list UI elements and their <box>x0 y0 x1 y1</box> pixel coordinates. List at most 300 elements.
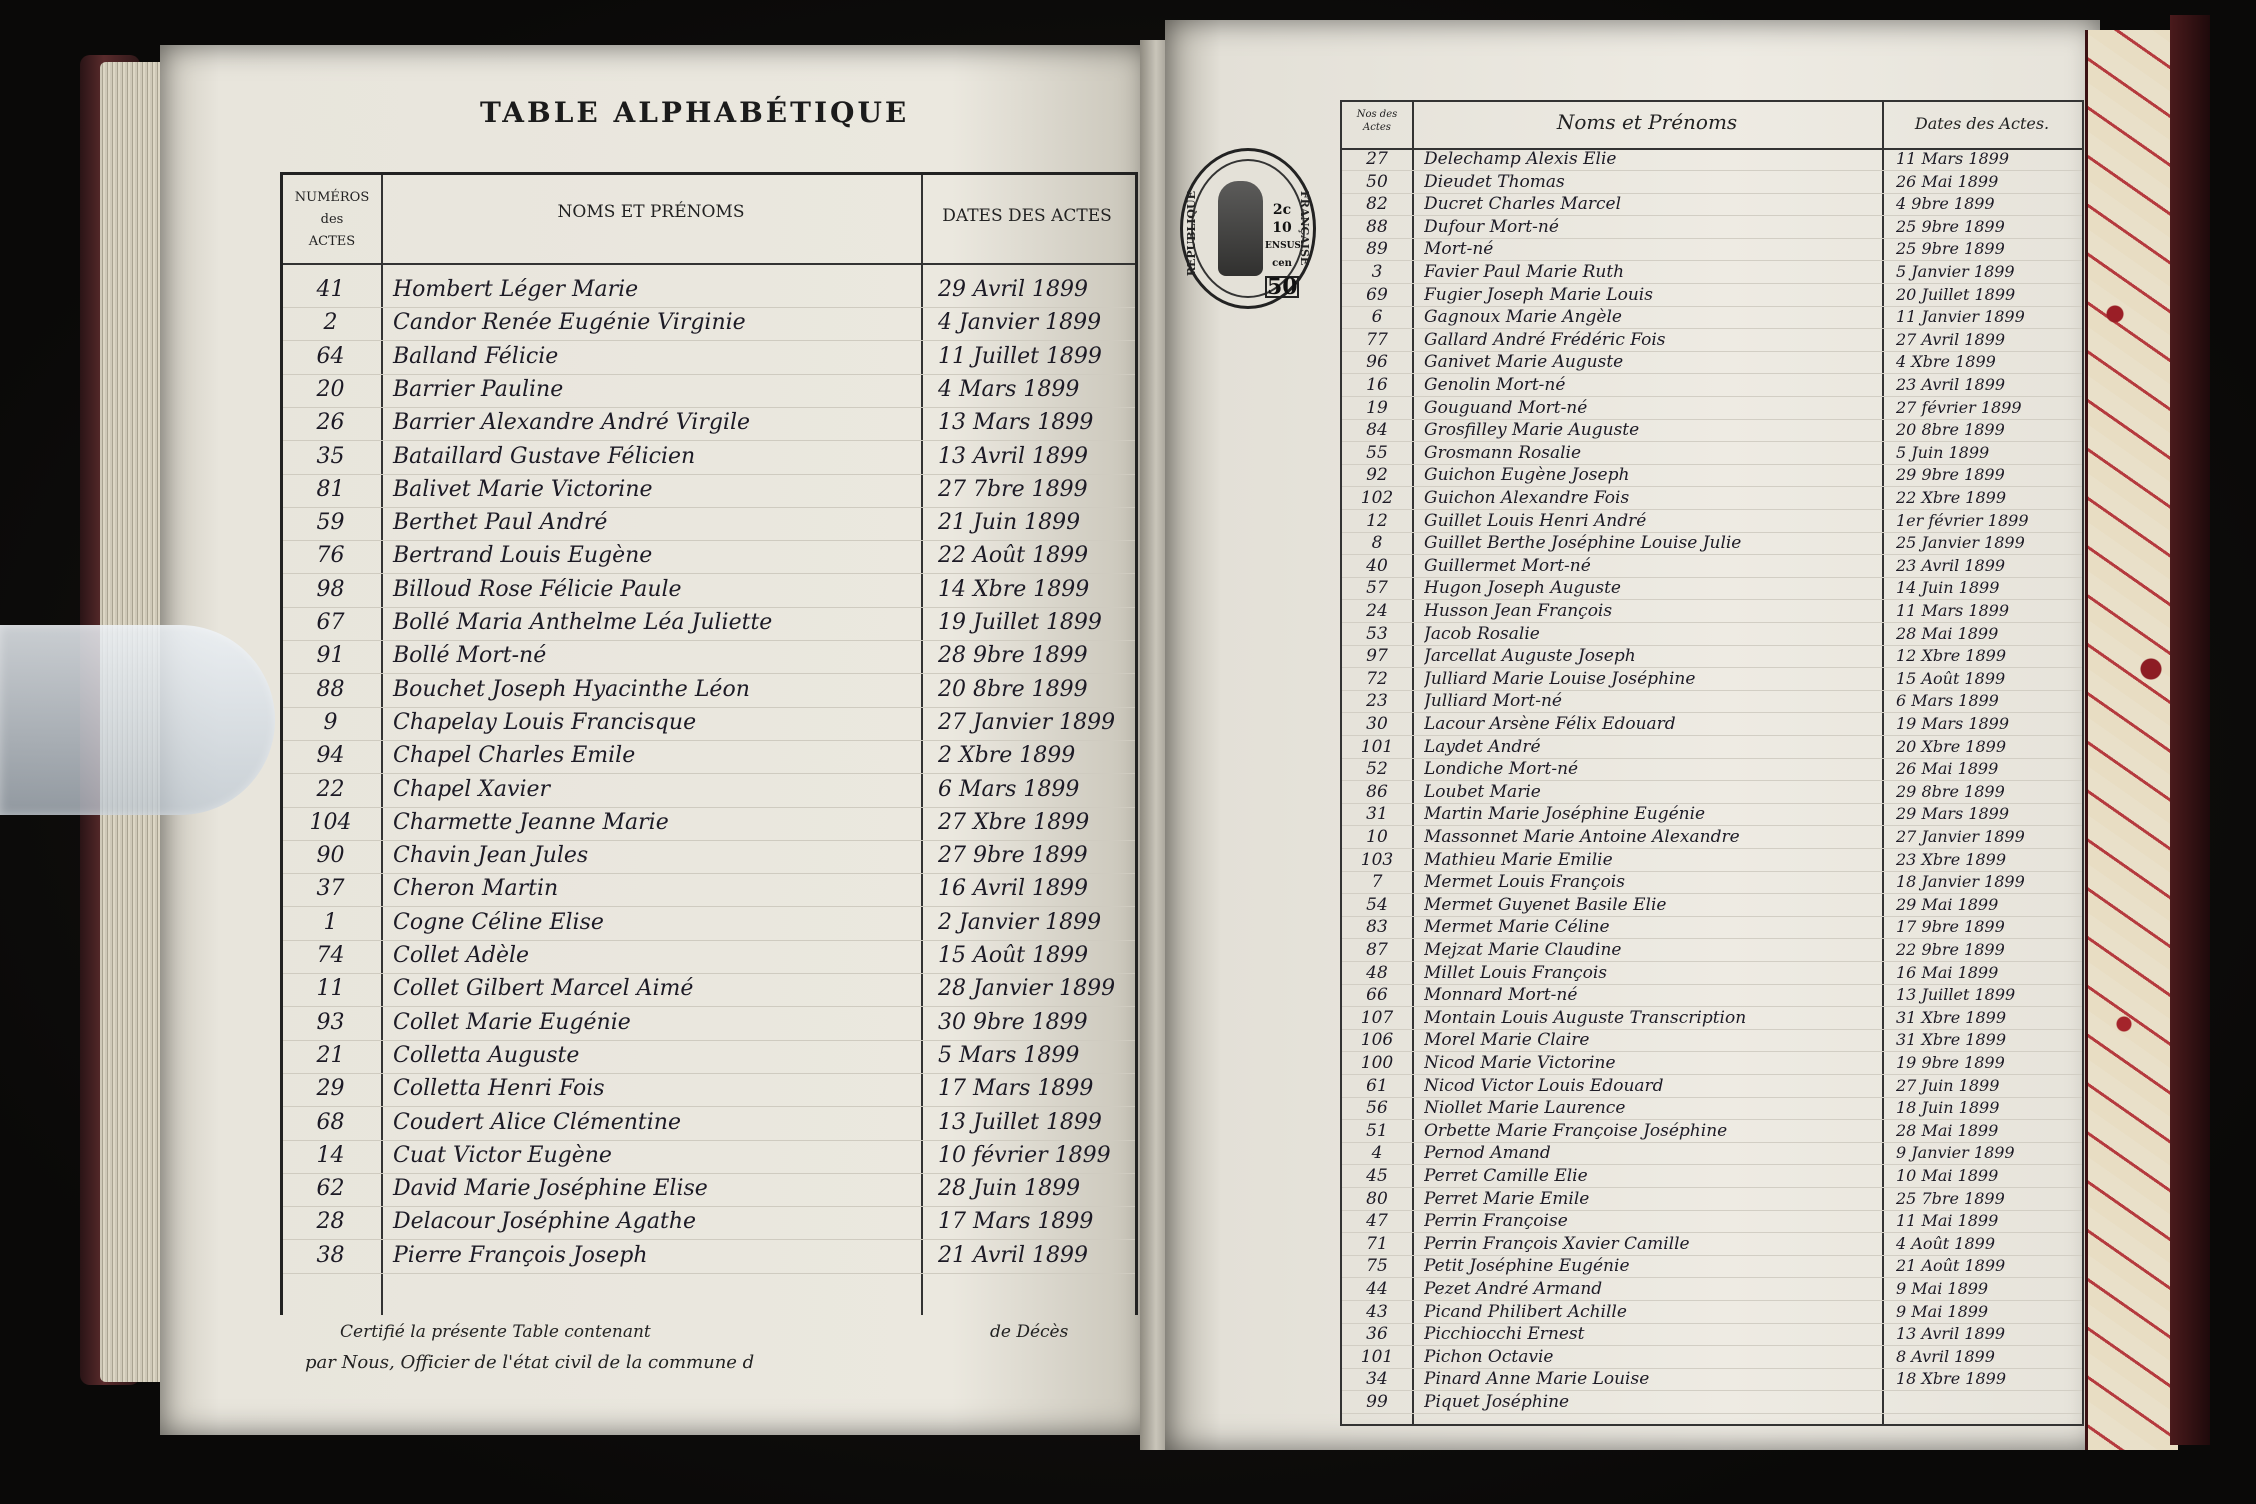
row-num: 83 <box>1366 917 1388 938</box>
row-num: 50 <box>1366 171 1388 192</box>
row-num: 43 <box>1366 1301 1388 1322</box>
row-name: Grosmann Rosalie <box>1424 442 1582 463</box>
row-name: Monnard Mort-né <box>1424 985 1578 1006</box>
row-name: Cheron Martin <box>393 876 559 902</box>
row-date: 29 8bre 1899 <box>1896 781 2005 801</box>
row-date: 4 Xbre 1899 <box>1896 352 1996 372</box>
tax-stamp <box>1180 148 1316 309</box>
row-date: 27 Juin 1899 <box>1896 1075 2000 1095</box>
row-num: 3 <box>1371 262 1383 282</box>
table-row <box>1342 1142 2082 1165</box>
table-row <box>1342 284 2082 307</box>
table-row <box>1342 171 2082 194</box>
row-name: Lacour Arsène Félix Edouard <box>1424 714 1676 734</box>
row-date: 31 Xbre 1899 <box>1896 1030 2006 1050</box>
row-name: Loubet Marie <box>1424 781 1541 802</box>
row-name: Grosfilley Marie Auguste <box>1424 420 1640 441</box>
row-date: 6 Mars 1899 <box>938 776 1080 802</box>
row-name: Balivet Marie Victorine <box>393 476 653 502</box>
table-row <box>283 575 1135 608</box>
table-row <box>1342 1188 2082 1211</box>
row-date: 5 Juin 1899 <box>1896 442 1990 462</box>
row-name: Candor Renée Eugénie Virginie <box>393 310 746 336</box>
row-name: Perret Camille Elie <box>1424 1166 1588 1186</box>
row-num: 103 <box>1360 849 1394 870</box>
table-row <box>1342 803 2082 826</box>
table-row <box>1342 577 2082 600</box>
row-num: 6 <box>1371 307 1383 328</box>
row-num: 101 <box>1360 1346 1394 1367</box>
row-name: Billoud Rose Félicie Paule <box>393 576 682 602</box>
row-num: 104 <box>309 809 352 835</box>
row-date: 11 Janvier 1899 <box>1896 307 2025 327</box>
row-num: 67 <box>316 610 345 635</box>
row-rule <box>283 1273 1135 1274</box>
table-row <box>1342 238 2082 261</box>
row-name: Pernod Amand <box>1424 1143 1551 1164</box>
table-row <box>1342 984 2082 1007</box>
row-date: 25 Janvier 1899 <box>1896 533 2025 553</box>
row-name: Balland Félicie <box>393 343 559 369</box>
right-table <box>1340 100 2084 1426</box>
row-name: Mort-né <box>1424 239 1494 260</box>
row-date: 26 Mai 1899 <box>1896 171 1999 191</box>
left-table <box>280 172 1138 1315</box>
header-dates: DATES DES ACTES <box>942 206 1112 226</box>
table-row <box>1342 781 2082 804</box>
table-row <box>283 941 1135 974</box>
row-name: Jarcellat Auguste Joseph <box>1424 646 1636 667</box>
row-date: 28 Mai 1899 <box>1896 623 1999 643</box>
row-date: 21 Août 1899 <box>1896 1256 2006 1276</box>
row-date: 27 9bre 1899 <box>938 843 1088 869</box>
table-row <box>1342 419 2082 442</box>
row-num: 2 <box>323 310 338 336</box>
row-date: 11 Mars 1899 <box>1896 601 2010 620</box>
row-num: 30 <box>1366 714 1388 734</box>
table-row <box>283 275 1135 308</box>
table-row <box>1342 1210 2082 1233</box>
row-num: 51 <box>1366 1120 1388 1141</box>
row-date: 10 Mai 1899 <box>1896 1166 1999 1185</box>
table-row <box>1342 532 2082 555</box>
row-name: Mathieu Marie Emilie <box>1424 849 1613 870</box>
row-num: 22 <box>316 776 345 802</box>
table-row <box>1342 148 2082 171</box>
table-row <box>283 1074 1135 1107</box>
table-row <box>283 1041 1135 1074</box>
row-name: Nicod Marie Victorine <box>1424 1053 1616 1073</box>
row-name: Montain Louis Auguste Transcription <box>1424 1007 1747 1028</box>
row-date: 27 Janvier 1899 <box>1896 827 2025 846</box>
row-num: 47 <box>1366 1211 1388 1232</box>
row-date: 15 Août 1899 <box>1896 668 2006 688</box>
row-name: Coudert Alice Clémentine <box>393 1109 681 1135</box>
row-date: 31 Xbre 1899 <box>1896 1007 2006 1027</box>
row-num: 14 <box>316 1142 345 1168</box>
table-row <box>1342 645 2082 668</box>
table-row <box>283 641 1135 674</box>
row-name: Colletta Henri Fois <box>393 1076 605 1102</box>
row-name: Ducret Charles Marcel <box>1424 194 1622 215</box>
table-row <box>283 908 1135 941</box>
row-date: 9 Mai 1899 <box>1896 1301 1989 1321</box>
row-date: 18 Xbre 1899 <box>1896 1369 2006 1389</box>
row-num: 74 <box>316 943 345 968</box>
table-row <box>283 541 1135 574</box>
row-num: 44 <box>1366 1279 1388 1299</box>
row-num: 106 <box>1360 1030 1394 1051</box>
table-row <box>283 442 1135 475</box>
row-rule <box>1342 1413 2082 1414</box>
row-date: 25 9bre 1899 <box>1896 216 2005 236</box>
plastic-clip <box>0 625 275 815</box>
row-date: 17 9bre 1899 <box>1896 917 2005 937</box>
row-num: 56 <box>1366 1098 1388 1119</box>
row-date: 19 Juillet 1899 <box>938 610 1102 635</box>
row-date: 29 Avril 1899 <box>938 277 1088 302</box>
row-num: 88 <box>316 676 345 702</box>
row-date: 20 8bre 1899 <box>938 676 1088 702</box>
row-date: 4 Janvier 1899 <box>938 310 1102 336</box>
row-name: Bollé Maria Anthelme Léa Juliette <box>393 610 773 635</box>
row-name: Laydet André <box>1424 736 1541 757</box>
row-name: Barrier Alexandre André Virgile <box>393 410 751 436</box>
table-row <box>1342 374 2082 397</box>
row-date: 27 Avril 1899 <box>1896 329 2006 349</box>
row-date: 11 Juillet 1899 <box>938 343 1102 369</box>
row-name: Pichon Octavie <box>1424 1346 1554 1367</box>
row-date: 13 Mars 1899 <box>938 410 1094 436</box>
row-date: 10 février 1899 <box>938 1142 1111 1168</box>
row-name: Pezet André Armand <box>1424 1279 1603 1299</box>
row-date: 13 Avril 1899 <box>938 443 1088 469</box>
row-num: 40 <box>1366 555 1388 576</box>
row-name: Collet Adèle <box>393 943 530 968</box>
row-num: 89 <box>1366 239 1388 260</box>
table-row <box>1342 600 2082 623</box>
row-name: Chapelay Louis Francisque <box>393 709 697 735</box>
row-date: 21 Avril 1899 <box>938 1242 1088 1268</box>
table-row <box>1342 555 2082 578</box>
row-name: Mejzat Marie Claudine <box>1424 940 1622 960</box>
table-row <box>283 1174 1135 1207</box>
row-name: Orbette Marie Françoise Joséphine <box>1424 1120 1728 1141</box>
table-row <box>1342 487 2082 510</box>
row-num: 41 <box>316 277 345 302</box>
row-date: 17 Mars 1899 <box>938 1209 1094 1235</box>
row-date: 23 Xbre 1899 <box>1896 849 2006 869</box>
table-row <box>1342 1255 2082 1278</box>
table-row <box>283 741 1135 774</box>
row-date: 20 Juillet 1899 <box>1896 284 2016 304</box>
row-date: 22 Août 1899 <box>938 543 1089 569</box>
row-name: Bertrand Louis Eugène <box>393 543 653 569</box>
footer-deces: de Décès <box>990 1322 1069 1342</box>
row-name: Ganivet Marie Auguste <box>1424 352 1624 373</box>
row-num: 91 <box>316 643 345 669</box>
row-date: 13 Avril 1899 <box>1896 1324 2006 1344</box>
row-num: 1 <box>323 909 338 935</box>
row-name: Dufour Mort-né <box>1424 216 1559 237</box>
row-name: Gagnoux Marie Angèle <box>1424 307 1622 328</box>
row-name: Delechamp Alexis Elie <box>1424 149 1617 169</box>
table-row <box>283 1008 1135 1041</box>
row-num: 81 <box>316 476 345 502</box>
table-row <box>1342 894 2082 917</box>
table-row <box>1342 351 2082 374</box>
row-date: 4 9bre 1899 <box>1896 194 1995 214</box>
row-name: Delacour Joséphine Agathe <box>393 1209 697 1235</box>
row-name: Barrier Pauline <box>393 376 564 402</box>
row-date: 28 Mai 1899 <box>1896 1120 1999 1140</box>
footer-certifie: Certifié la présente Table contenant <box>340 1322 651 1342</box>
table-row <box>1342 939 2082 962</box>
row-num: 102 <box>1360 488 1394 508</box>
row-num: 20 <box>316 376 345 402</box>
row-date: 4 Mars 1899 <box>938 376 1080 402</box>
book-cover-right <box>2170 15 2210 1445</box>
row-date: 18 Janvier 1899 <box>1896 872 2025 892</box>
row-num: 72 <box>1366 668 1388 689</box>
page-title: TABLE ALPHABÉTIQUE <box>480 96 910 129</box>
marbled-endpaper <box>2085 30 2178 1450</box>
row-name: Fugier Joseph Marie Louis <box>1424 284 1653 305</box>
row-num: 64 <box>316 343 345 369</box>
header-dates: Dates des Actes. <box>1914 114 2050 133</box>
row-name: Petit Joséphine Eugénie <box>1424 1256 1630 1277</box>
row-name: Julliard Marie Louise Joséphine <box>1424 668 1696 689</box>
row-num: 12 <box>1366 510 1388 531</box>
row-num: 52 <box>1366 759 1388 780</box>
table-row <box>283 308 1135 341</box>
row-name: Gallard André Frédéric Fois <box>1424 329 1666 350</box>
row-name: Guillet Louis Henri André <box>1424 510 1647 531</box>
row-date: 13 Juillet 1899 <box>1896 985 2016 1005</box>
row-name: Nicod Victor Louis Edouard <box>1424 1075 1664 1096</box>
row-name: Genolin Mort-né <box>1424 375 1566 395</box>
row-name: Bouchet Joseph Hyacinthe Léon <box>393 676 750 702</box>
row-date: 26 Mai 1899 <box>1896 759 1999 779</box>
table-row <box>1342 329 2082 352</box>
row-num: 26 <box>316 410 345 436</box>
row-date: 2 Xbre 1899 <box>938 743 1076 769</box>
row-name: Pierre François Joseph <box>393 1242 648 1268</box>
row-name: Mermet Marie Céline <box>1424 917 1610 938</box>
marianne-figure-icon <box>1218 181 1263 276</box>
row-num: 36 <box>1366 1324 1388 1345</box>
row-name: Chavin Jean Jules <box>393 843 589 869</box>
table-row <box>283 841 1135 874</box>
row-name: Julliard Mort-né <box>1424 691 1562 712</box>
row-name: Hombert Léger Marie <box>393 277 639 302</box>
table-row <box>283 375 1135 408</box>
row-num: 7 <box>1371 872 1383 893</box>
table-row <box>1342 713 2082 736</box>
table-row <box>1342 849 2082 872</box>
row-num: 19 <box>1366 397 1388 418</box>
row-date: 19 9bre 1899 <box>1896 1053 2005 1072</box>
table-row <box>1342 1278 2082 1301</box>
row-name: Pinard Anne Marie Louise <box>1424 1369 1650 1390</box>
row-name: Perret Marie Emile <box>1424 1188 1590 1209</box>
table-row <box>1342 193 2082 216</box>
row-name: Cogne Céline Elise <box>393 909 604 935</box>
table-row <box>1342 1323 2082 1346</box>
header-noms: NOMS ET PRÉNOMS <box>557 202 745 222</box>
stamp-right-text: FRANÇAISE <box>1298 191 1311 266</box>
row-num: 66 <box>1366 985 1388 1006</box>
row-num: 16 <box>1366 375 1388 395</box>
row-num: 11 <box>316 976 345 1002</box>
row-date: 20 Xbre 1899 <box>1896 736 2006 756</box>
table-row <box>283 974 1135 1007</box>
table-row <box>283 1141 1135 1174</box>
row-num: 61 <box>1366 1075 1388 1096</box>
row-name: Collet Gilbert Marcel Aimé <box>393 976 694 1002</box>
row-date: 22 Xbre 1899 <box>1896 488 2006 507</box>
table-row <box>283 342 1135 375</box>
row-date: 23 Avril 1899 <box>1896 375 2006 394</box>
row-num: 76 <box>316 543 345 569</box>
row-name: Jacob Rosalie <box>1424 623 1540 644</box>
row-name: Favier Paul Marie Ruth <box>1424 262 1625 282</box>
row-name: Picchiocchi Ernest <box>1424 1324 1585 1345</box>
row-name: Guichon Eugène Joseph <box>1424 465 1630 486</box>
row-name: Bollé Mort-né <box>393 643 547 669</box>
row-name: Mermet Louis François <box>1424 872 1625 893</box>
row-date: 28 Janvier 1899 <box>938 976 1116 1002</box>
table-row <box>283 1241 1135 1274</box>
row-date: 27 Janvier 1899 <box>938 709 1116 735</box>
table-row <box>283 1207 1135 1240</box>
row-date: 30 9bre 1899 <box>938 1009 1088 1035</box>
row-name: Mermet Guyenet Basile Elie <box>1424 894 1667 915</box>
table-row <box>1342 668 2082 691</box>
row-num: 54 <box>1366 894 1388 915</box>
row-name: Hugon Joseph Auguste <box>1424 578 1621 599</box>
row-num: 45 <box>1366 1166 1388 1186</box>
table-row <box>283 1108 1135 1141</box>
row-date: 28 Juin 1899 <box>938 1176 1081 1202</box>
row-date: 14 Xbre 1899 <box>938 576 1090 602</box>
row-date: 9 Janvier 1899 <box>1896 1143 2015 1163</box>
row-num: 21 <box>316 1042 345 1068</box>
table-row <box>1342 1029 2082 1052</box>
row-date: 15 Août 1899 <box>938 943 1089 968</box>
row-num: 34 <box>1366 1369 1388 1390</box>
table-row <box>1342 442 2082 465</box>
row-date: 27 février 1899 <box>1896 397 2022 417</box>
table-row <box>283 475 1135 508</box>
row-date: 16 Avril 1899 <box>938 876 1088 902</box>
row-name: Collet Marie Eugénie <box>393 1009 631 1035</box>
row-name: Dieudet Thomas <box>1424 171 1565 192</box>
table-row <box>1342 1346 2082 1369</box>
row-num: 82 <box>1366 194 1388 215</box>
table-row <box>283 775 1135 808</box>
stamp-left-text: REPUBLIQUE <box>1185 191 1198 277</box>
header-numeros: NUMÉROS des ACTES <box>294 190 370 249</box>
header-num: Nos des Actes <box>1356 109 1398 133</box>
table-row <box>283 708 1135 741</box>
table-row <box>1342 1301 2082 1324</box>
row-name: Chapel Xavier <box>393 776 551 802</box>
row-name: Guillet Berthe Joséphine Louise Julie <box>1424 533 1742 554</box>
row-num: 97 <box>1366 646 1388 667</box>
table-row <box>1342 1075 2082 1098</box>
table-row <box>1342 261 2082 284</box>
row-num: 90 <box>316 843 345 869</box>
table-row <box>1342 1233 2082 1256</box>
row-num: 94 <box>316 743 345 769</box>
row-name: David Marie Joséphine Elise <box>393 1176 708 1202</box>
row-name: Colletta Auguste <box>393 1042 580 1068</box>
row-date: 1er février 1899 <box>1896 510 2029 530</box>
row-name: Niollet Marie Laurence <box>1424 1098 1626 1119</box>
table-row <box>1342 1007 2082 1030</box>
row-date: 6 Mars 1899 <box>1896 691 1999 711</box>
header-divider <box>283 263 1135 265</box>
row-num: 71 <box>1366 1233 1388 1254</box>
table-row <box>1342 397 2082 420</box>
row-date: 14 Juin 1899 <box>1896 578 2000 598</box>
row-num: 24 <box>1366 601 1388 621</box>
row-date: 21 Juin 1899 <box>938 510 1081 536</box>
row-name: Perrin François Xavier Camille <box>1424 1233 1690 1254</box>
row-num: 37 <box>316 876 345 902</box>
row-date: 4 Août 1899 <box>1896 1233 1995 1253</box>
table-row <box>1342 871 2082 894</box>
row-name: Piquet Joséphine <box>1424 1392 1570 1412</box>
row-num: 23 <box>1366 691 1388 712</box>
row-date: 22 9bre 1899 <box>1896 940 2005 959</box>
row-name: Martin Marie Joséphine Eugénie <box>1424 804 1706 825</box>
row-name: Charmette Jeanne Marie <box>393 809 669 835</box>
row-num: 62 <box>316 1176 345 1202</box>
row-num: 53 <box>1366 623 1388 644</box>
header-noms: Noms et Prénoms <box>1556 110 1738 134</box>
row-date: 17 Mars 1899 <box>938 1076 1094 1102</box>
row-num: 93 <box>316 1009 345 1035</box>
row-num: 59 <box>316 510 345 536</box>
row-num: 38 <box>316 1242 345 1268</box>
row-num: 107 <box>1360 1007 1394 1028</box>
row-date: 20 8bre 1899 <box>1896 420 2005 440</box>
row-date: 5 Janvier 1899 <box>1896 262 2015 281</box>
row-num: 10 <box>1366 827 1388 847</box>
row-date: 27 Xbre 1899 <box>938 809 1090 835</box>
row-num: 92 <box>1366 465 1388 486</box>
row-date: 11 Mars 1899 <box>1896 149 2010 168</box>
row-date: 12 Xbre 1899 <box>1896 646 2006 666</box>
row-date: 23 Avril 1899 <box>1896 555 2006 575</box>
table-row <box>1342 916 2082 939</box>
row-name: Millet Louis François <box>1424 962 1607 983</box>
row-num: 31 <box>1366 804 1388 825</box>
row-date: 5 Mars 1899 <box>938 1042 1080 1068</box>
row-name: Guichon Alexandre Fois <box>1424 488 1630 508</box>
row-num: 4 <box>1371 1143 1383 1164</box>
row-date: 29 Mai 1899 <box>1896 894 1999 914</box>
table-row <box>1342 623 2082 646</box>
row-name: Chapel Charles Emile <box>393 743 636 769</box>
table-row <box>283 608 1135 641</box>
table-row <box>283 675 1135 708</box>
table-row <box>283 874 1135 907</box>
row-date: 2 Janvier 1899 <box>938 909 1102 935</box>
table-row <box>283 808 1135 841</box>
